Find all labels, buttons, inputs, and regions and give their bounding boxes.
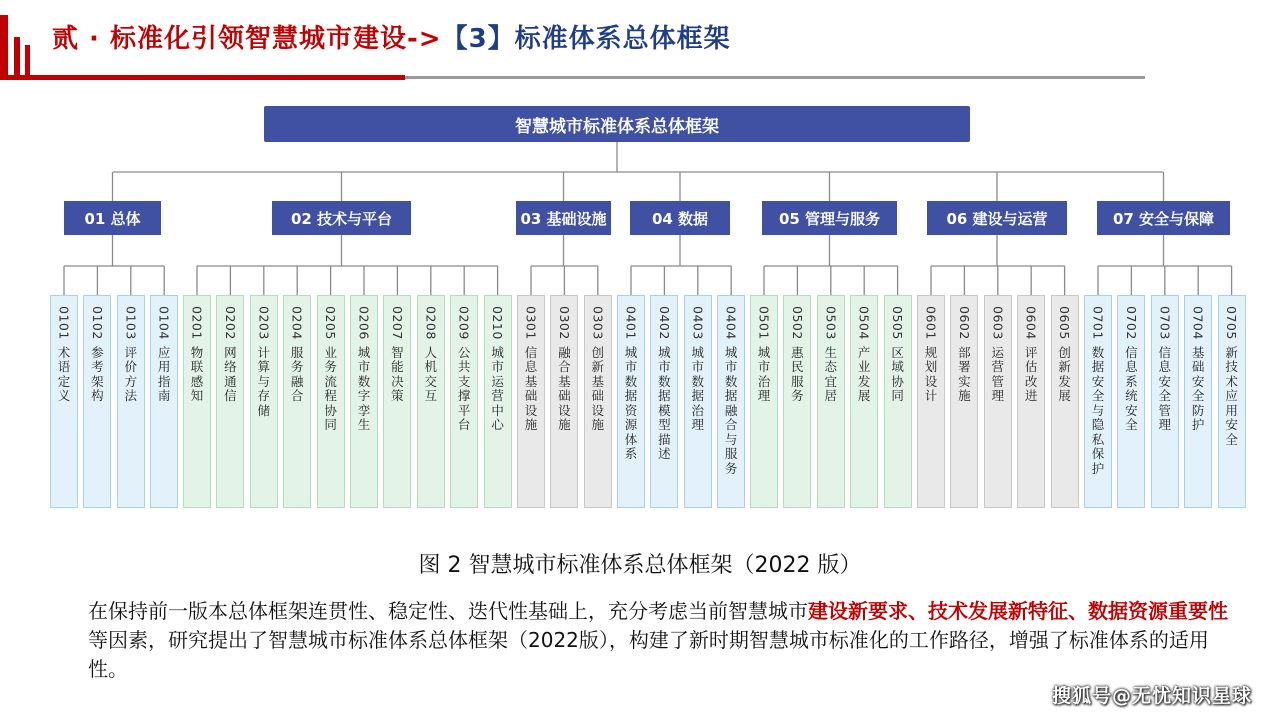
standard-label: 规划设计 xyxy=(924,344,938,404)
standard-item xyxy=(584,295,612,508)
framework-root: 智慧城市标准体系总体框架 xyxy=(264,106,970,142)
standard-label: 业务流程协同 xyxy=(324,344,337,433)
standard-label: 信息安全管理 xyxy=(1158,344,1172,433)
category-box: 06 建设与运营 xyxy=(927,201,1067,235)
standard-item xyxy=(984,295,1012,508)
standard-code: 0210 xyxy=(490,306,506,340)
standard-item xyxy=(183,295,211,508)
standard-label: 城市数字孪生 xyxy=(357,344,371,433)
standard-code: 0209 xyxy=(456,306,472,340)
standard-item xyxy=(783,295,811,508)
standard-label: 评估改进 xyxy=(1024,344,1038,404)
standard-label: 新技术应用安全 xyxy=(1225,344,1238,447)
standard-code: 0301 xyxy=(523,306,539,340)
standard-item xyxy=(1117,295,1145,508)
standard-item xyxy=(917,295,945,508)
standard-item xyxy=(1151,295,1179,508)
standard-label: 计算与存储 xyxy=(257,344,271,418)
standard-label: 基础安全防护 xyxy=(1191,344,1205,433)
standard-item xyxy=(750,295,778,508)
standard-label: 城市运营中心 xyxy=(491,344,504,433)
figure-caption: 图 2 智慧城市标准体系总体框架（2022 版） xyxy=(418,553,862,578)
standard-item xyxy=(283,295,311,508)
standard-code: 0208 xyxy=(423,306,439,340)
standard-item xyxy=(317,295,345,508)
standard-label: 生态宜居 xyxy=(824,344,838,404)
standard-code: 0201 xyxy=(189,306,205,340)
standard-code: 0605 xyxy=(1057,306,1073,340)
standard-item xyxy=(350,295,378,508)
standard-item xyxy=(884,295,912,508)
standard-label: 融合基础设施 xyxy=(558,344,571,433)
standard-label: 服务融合 xyxy=(290,344,304,404)
standard-label: 惠民服务 xyxy=(791,344,804,404)
standard-label: 城市数据模型描述 xyxy=(658,344,671,462)
standard-code: 0202 xyxy=(222,306,238,340)
standard-item xyxy=(517,295,545,508)
category-box: 07 安全与保障 xyxy=(1097,201,1230,235)
standard-item xyxy=(717,295,745,508)
standard-code: 0302 xyxy=(556,306,572,340)
standard-label: 智能决策 xyxy=(391,344,404,404)
standard-code: 0603 xyxy=(990,306,1006,340)
standard-item xyxy=(1051,295,1079,508)
standard-item xyxy=(1218,295,1246,508)
category-box: 02 技术与平台 xyxy=(272,201,411,235)
standard-code: 0303 xyxy=(590,306,606,340)
standard-item xyxy=(850,295,878,508)
standard-code: 0104 xyxy=(156,306,172,340)
standard-code: 0504 xyxy=(856,306,872,340)
standard-label: 区域协同 xyxy=(891,344,904,404)
standard-label: 创新基础设施 xyxy=(591,344,605,433)
standard-item xyxy=(250,295,278,508)
standard-label: 城市数据治理 xyxy=(691,344,705,433)
standard-label: 评价方法 xyxy=(124,344,138,404)
standard-code: 0701 xyxy=(1090,306,1106,340)
standard-label: 人机交互 xyxy=(424,344,438,404)
category-box: 04 数据 xyxy=(630,201,730,235)
standard-label: 创新发展 xyxy=(1058,344,1071,404)
standard-item xyxy=(383,295,411,508)
standard-label: 产业发展 xyxy=(857,344,871,404)
standard-label: 术语定义 xyxy=(57,344,71,404)
standard-item xyxy=(150,295,178,508)
standard-code: 0501 xyxy=(756,306,772,340)
standard-code: 0402 xyxy=(656,306,672,340)
standard-code: 0601 xyxy=(923,306,939,340)
standard-item xyxy=(950,295,978,508)
standard-code: 0403 xyxy=(690,306,706,340)
standard-code: 0505 xyxy=(890,306,906,340)
standard-item xyxy=(617,295,645,508)
standard-label: 部署实施 xyxy=(958,344,971,404)
standard-code: 0205 xyxy=(323,306,339,340)
standard-code: 0704 xyxy=(1190,306,1206,340)
standard-item xyxy=(216,295,244,508)
standard-code: 0401 xyxy=(623,306,639,340)
standard-item xyxy=(83,295,111,508)
standard-code: 0602 xyxy=(956,306,972,340)
standard-label: 城市治理 xyxy=(757,344,771,404)
body-paragraph: 在保持前一版本总体框架连贯性、稳定性、迭代性基础上，充分考虑当前智慧城市建设新要求、技术发展新特征、数据资源重要性等因素，研究提出了智慧城市标准体系总体框架（2022版），构建了新时期智慧城市标准化的工作路径，增强了标准体系的适用性。 xyxy=(88,599,1228,681)
standard-label: 应用指南 xyxy=(157,344,171,404)
standard-label: 城市数据资源体系 xyxy=(624,344,638,462)
standard-code: 0204 xyxy=(289,306,305,340)
standard-item xyxy=(417,295,445,508)
standard-code: 0101 xyxy=(56,306,72,340)
standard-item xyxy=(484,295,512,508)
standard-label: 物联感知 xyxy=(190,344,204,404)
standard-item xyxy=(117,295,145,508)
standard-code: 0503 xyxy=(823,306,839,340)
standard-label: 公共支撑平台 xyxy=(457,344,471,433)
standard-item xyxy=(1017,295,1045,508)
standard-item xyxy=(817,295,845,508)
standard-item xyxy=(650,295,678,508)
standard-item xyxy=(550,295,578,508)
standard-item xyxy=(684,295,712,508)
standard-label: 城市数据融合与服务 xyxy=(724,344,738,476)
standard-label: 网络通信 xyxy=(224,344,237,404)
standard-code: 0206 xyxy=(356,306,372,340)
standard-item xyxy=(450,295,478,508)
standard-label: 参考架构 xyxy=(91,344,104,404)
standard-code: 0705 xyxy=(1224,306,1240,340)
standard-code: 0604 xyxy=(1023,306,1039,340)
standard-item xyxy=(1184,295,1212,508)
watermark: 搜狐号@无忧知识星球 xyxy=(1051,685,1252,707)
category-box: 03 基础设施 xyxy=(516,201,611,235)
standard-item xyxy=(1084,295,1112,508)
standard-label: 运营管理 xyxy=(991,344,1005,404)
standard-code: 0203 xyxy=(256,306,272,340)
standard-code: 0502 xyxy=(789,306,805,340)
standard-code: 0207 xyxy=(389,306,405,340)
standard-label: 数据安全与隐私保护 xyxy=(1091,344,1105,476)
standard-code: 0102 xyxy=(89,306,105,340)
standard-code: 0703 xyxy=(1157,306,1173,340)
standard-code: 0702 xyxy=(1123,306,1139,340)
body-highlight: 建设新要求、技术发展新特征、数据资源重要性 xyxy=(808,599,1228,623)
standard-code: 0103 xyxy=(123,306,139,340)
standard-code: 0404 xyxy=(723,306,739,340)
standard-label: 信息系统安全 xyxy=(1125,344,1138,433)
category-box: 01 总体 xyxy=(64,201,161,235)
category-box: 05 管理与服务 xyxy=(762,201,897,235)
standard-label: 信息基础设施 xyxy=(524,344,538,433)
page-title: 贰 · 标准化引领智慧城市建设->【3】标准体系总体框架 xyxy=(52,24,731,54)
standard-item xyxy=(50,295,78,508)
